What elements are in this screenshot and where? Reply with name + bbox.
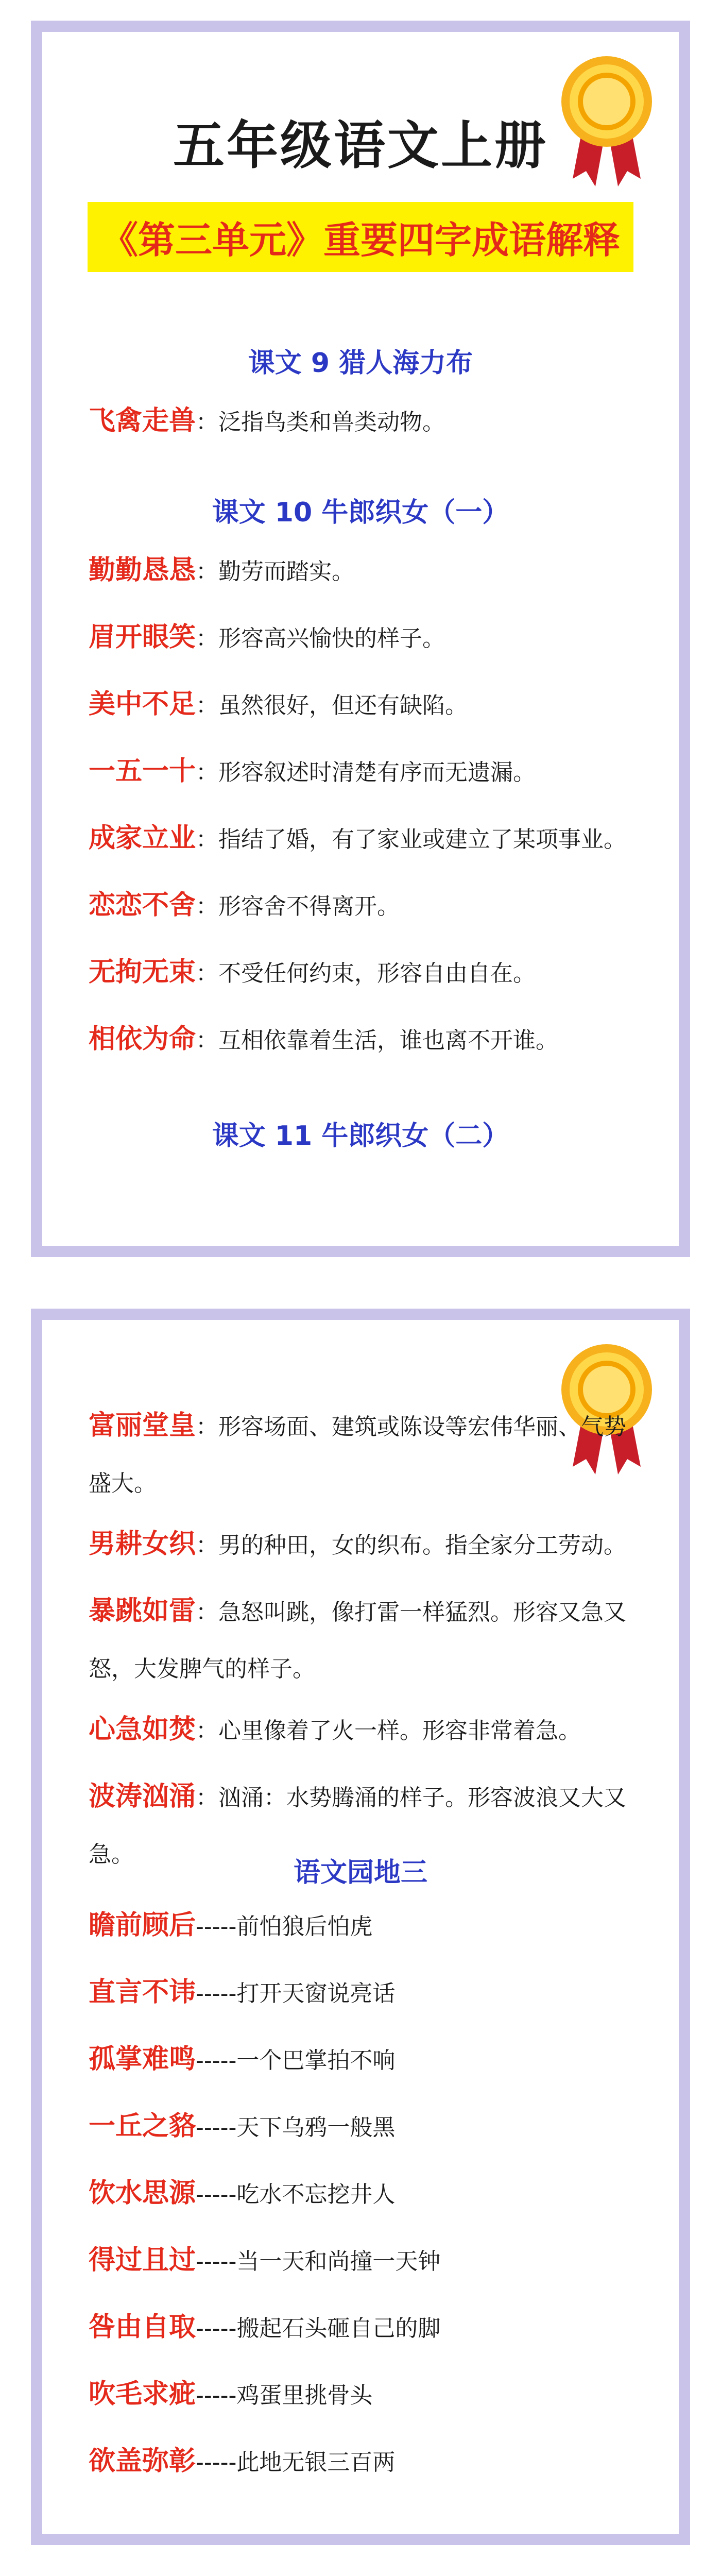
lesson-11-heading: 课文 11 牛郎织女（二） <box>212 1121 509 1151</box>
lesson-9-heading: 课文 9 猎人海力布 <box>248 348 473 379</box>
idiom-term: 富丽堂皇 <box>89 1410 196 1441</box>
idiom-definition: 不受任何约束，形容自由自在。 <box>218 960 536 987</box>
card-1 <box>31 21 690 1257</box>
idiom-pair: 直言不讳-----打开天窗说亮话 <box>89 1977 396 2008</box>
idiom-pair: 欲盖弥彰-----此地无银三百两 <box>89 2446 396 2477</box>
lesson-10-heading: 课文 10 牛郎织女（一） <box>212 497 509 528</box>
saying: 当一天和尚撞一天钟 <box>236 2248 441 2275</box>
saying: 前怕狼后怕虎 <box>236 1913 373 1940</box>
idiom-definition: 指结了婚，有了家业或建立了某项事业。 <box>218 826 627 853</box>
idiom-pair: 吹毛求疵-----鸡蛋里挑骨头 <box>89 2379 373 2410</box>
idiom-entry: 眉开眼笑：形容高兴愉快的样子。 <box>89 622 445 653</box>
idiom-term: 欲盖弥彰 <box>89 2446 196 2477</box>
subtitle-banner: 《第三单元》重要四字成语解释 <box>88 202 633 272</box>
idiom-term: 一五一十 <box>89 756 196 787</box>
idiom-term: 心急如焚 <box>89 1714 196 1745</box>
idiom-pair: 一丘之貉-----天下乌鸦一般黑 <box>89 2111 396 2142</box>
saying: 吃水不忘挖井人 <box>236 2181 396 2208</box>
idiom-pair: 孤掌难鸣-----一个巴掌拍不响 <box>89 2044 396 2075</box>
idiom-entry: 波涛汹涌：汹涌：水势腾涌的样子。形容波浪又大又急。 <box>89 1781 627 1868</box>
idiom-pair: 饮水思源-----吃水不忘挖井人 <box>89 2178 396 2209</box>
saying: 此地无银三百两 <box>236 2449 396 2476</box>
idiom-term: 波涛汹涌 <box>89 1781 196 1812</box>
idiom-term: 直言不讳 <box>89 1977 196 2008</box>
idiom-entry: 恋恋不舍：形容舍不得离开。 <box>89 890 400 921</box>
saying: 打开天窗说亮话 <box>236 1980 396 2007</box>
idiom-term: 瞻前顾后 <box>89 1910 196 1941</box>
page-title: 五年级语文上册 <box>173 115 548 176</box>
idiom-entry: 心急如焚：心里像着了火一样。形容非常着急。 <box>89 1714 581 1745</box>
idiom-entry: 勤勤恳恳：勤劳而踏实。 <box>89 555 355 586</box>
idiom-definition: 虽然很好，但还有缺陷。 <box>218 692 468 719</box>
idiom-term: 眉开眼笑 <box>89 622 196 653</box>
idiom-definition: 形容场面、建筑或陈设等宏伟华丽、气势盛大。 <box>89 1414 627 1497</box>
idiom-definition: 形容叙述时清楚有序而无遗漏。 <box>218 759 536 786</box>
idiom-definition: 汹涌：水势腾涌的样子。形容波浪又大又急。 <box>89 1785 627 1868</box>
idiom-entry: 美中不足：虽然很好，但还有缺陷。 <box>89 689 468 720</box>
idiom-entry: 成家立业：指结了婚，有了家业或建立了某项事业。 <box>89 823 627 854</box>
idiom-definition: 心里像着了火一样。形容非常着急。 <box>218 1718 581 1744</box>
idiom-entry: 飞禽走兽：泛指鸟类和兽类动物。 <box>89 405 445 436</box>
idiom-definition: 泛指鸟类和兽类动物。 <box>218 409 445 435</box>
idiom-pair: 得过且过-----当一天和尚撞一天钟 <box>89 2245 441 2276</box>
idiom-term: 飞禽走兽 <box>89 405 196 436</box>
idiom-entry: 无拘无束：不受任何约束，形容自由自在。 <box>89 957 536 988</box>
garden-heading: 语文园地三 <box>293 1857 427 1888</box>
idiom-term: 无拘无束 <box>89 957 196 988</box>
idiom-definition: 男的种田，女的织布。指全家分工劳动。 <box>218 1532 627 1558</box>
idiom-definition: 形容高兴愉快的样子。 <box>218 625 445 652</box>
saying: 天下乌鸦一般黑 <box>236 2114 396 2141</box>
idiom-entry: 相依为命：互相依靠着生活，谁也离不开谁。 <box>89 1024 559 1055</box>
card-2 <box>31 1309 690 2545</box>
idiom-definition: 互相依靠着生活，谁也离不开谁。 <box>218 1027 559 1054</box>
saying: 一个巴掌拍不响 <box>236 2047 396 2074</box>
idiom-entry: 暴跳如雷：急怒叫跳，像打雷一样猛烈。形容又急又怒，大发脾气的样子。 <box>89 1596 627 1682</box>
idiom-term: 得过且过 <box>89 2245 196 2276</box>
idiom-term: 孤掌难鸣 <box>89 2044 196 2075</box>
idiom-entry: 男耕女织：男的种田，女的织布。指全家分工劳动。 <box>89 1529 627 1560</box>
idiom-definition: 勤劳而踏实。 <box>218 558 355 585</box>
idiom-term: 饮水思源 <box>89 2178 196 2209</box>
idiom-pair: 咎由自取-----搬起石头砸自己的脚 <box>89 2312 441 2343</box>
idiom-definition: 急怒叫跳，像打雷一样猛烈。形容又急又怒，大发脾气的样子。 <box>89 1599 627 1682</box>
idiom-pair: 瞻前顾后-----前怕狼后怕虎 <box>89 1910 373 1941</box>
saying: 鸡蛋里挑骨头 <box>236 2382 373 2409</box>
idiom-term: 吹毛求疵 <box>89 2379 196 2410</box>
idiom-entry: 一五一十：形容叙述时清楚有序而无遗漏。 <box>89 756 536 787</box>
idiom-term: 咎由自取 <box>89 2312 196 2343</box>
idiom-term: 恋恋不舍 <box>89 890 196 921</box>
saying: 搬起石头砸自己的脚 <box>236 2315 441 2342</box>
idiom-term: 美中不足 <box>89 689 196 720</box>
idiom-definition: 形容舍不得离开。 <box>218 893 400 920</box>
idiom-term: 相依为命 <box>89 1024 196 1055</box>
idiom-term: 男耕女织 <box>89 1529 196 1560</box>
idiom-term: 一丘之貉 <box>89 2111 196 2142</box>
idiom-term: 勤勤恳恳 <box>89 555 196 586</box>
idiom-entry: 富丽堂皇：形容场面、建筑或陈设等宏伟华丽、气势盛大。 <box>89 1410 627 1497</box>
idiom-term: 成家立业 <box>89 823 196 854</box>
idiom-term: 暴跳如雷 <box>89 1596 196 1626</box>
